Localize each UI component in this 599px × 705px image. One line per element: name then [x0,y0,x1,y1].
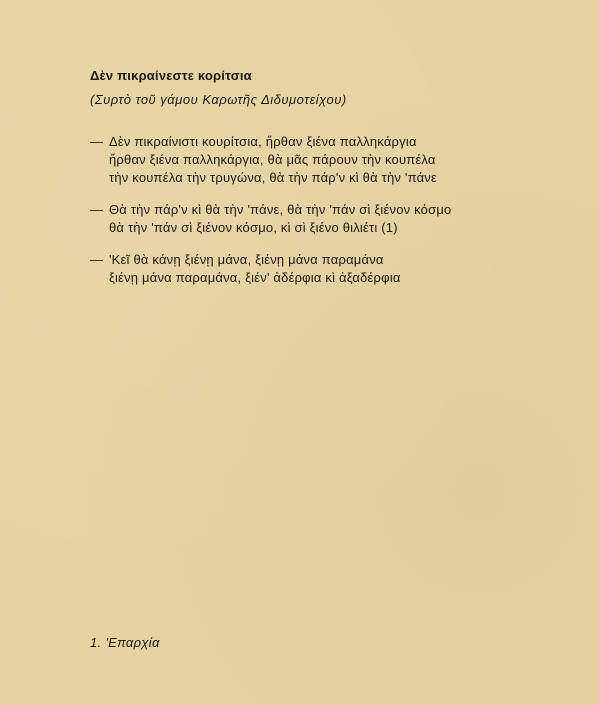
stanza-2 [90,201,570,237]
verse-line: θὰ τὴν 'πάν σὶ ξιένον κόσμο, κὶ σὶ ξιένο θιλιέτι (1) [109,220,398,235]
verse-line: ξιένῃ μάνα παραμάνα, ξιέν' ἀδέρφια κὶ ἀξαδέρφια [109,270,401,285]
verse-line: Δὲν πικραίνιστι κουρίτσια, ἤρθαν ξιένα παλληκάργια [109,134,417,149]
stanza-dash: — [90,134,102,149]
poem-title: Δὲν πικραίνεστε κορίτσια [90,68,252,83]
verse-line: 'Κεῖ θὰ κάνῃ ξιένῃ μάνα, ξιένῃ μάνα παραμάνα [109,252,384,267]
footnote: 1. 'Επαρχία [90,635,160,650]
stanza-dash: — [90,252,102,267]
verse-line: Θὰ τὴν πάρ'ν κὶ θὰ τὴν 'πάνε, θὰ τὴν 'πάν σὶ ξιένον κόσμο [109,202,452,217]
poem-body [90,133,570,301]
verse-line: τὴν κουπέλα τὴν τρυγώνα, θὰ τὴν πάρ'ν κὶ θὰ τὴν 'πάνε [109,170,437,185]
poem-subtitle: (Συρτὸ τοῦ γάμου Καρωτῆς Διδυμοτείχου) [90,92,347,107]
stanza-dash: — [90,202,102,217]
stanza-1 [90,133,570,187]
verse-line: ἤρθαν ξιένα παλληκάργια, θὰ μᾶς πάρουν τὴν κουπέλα [109,152,436,167]
stanza-3 [90,251,570,287]
